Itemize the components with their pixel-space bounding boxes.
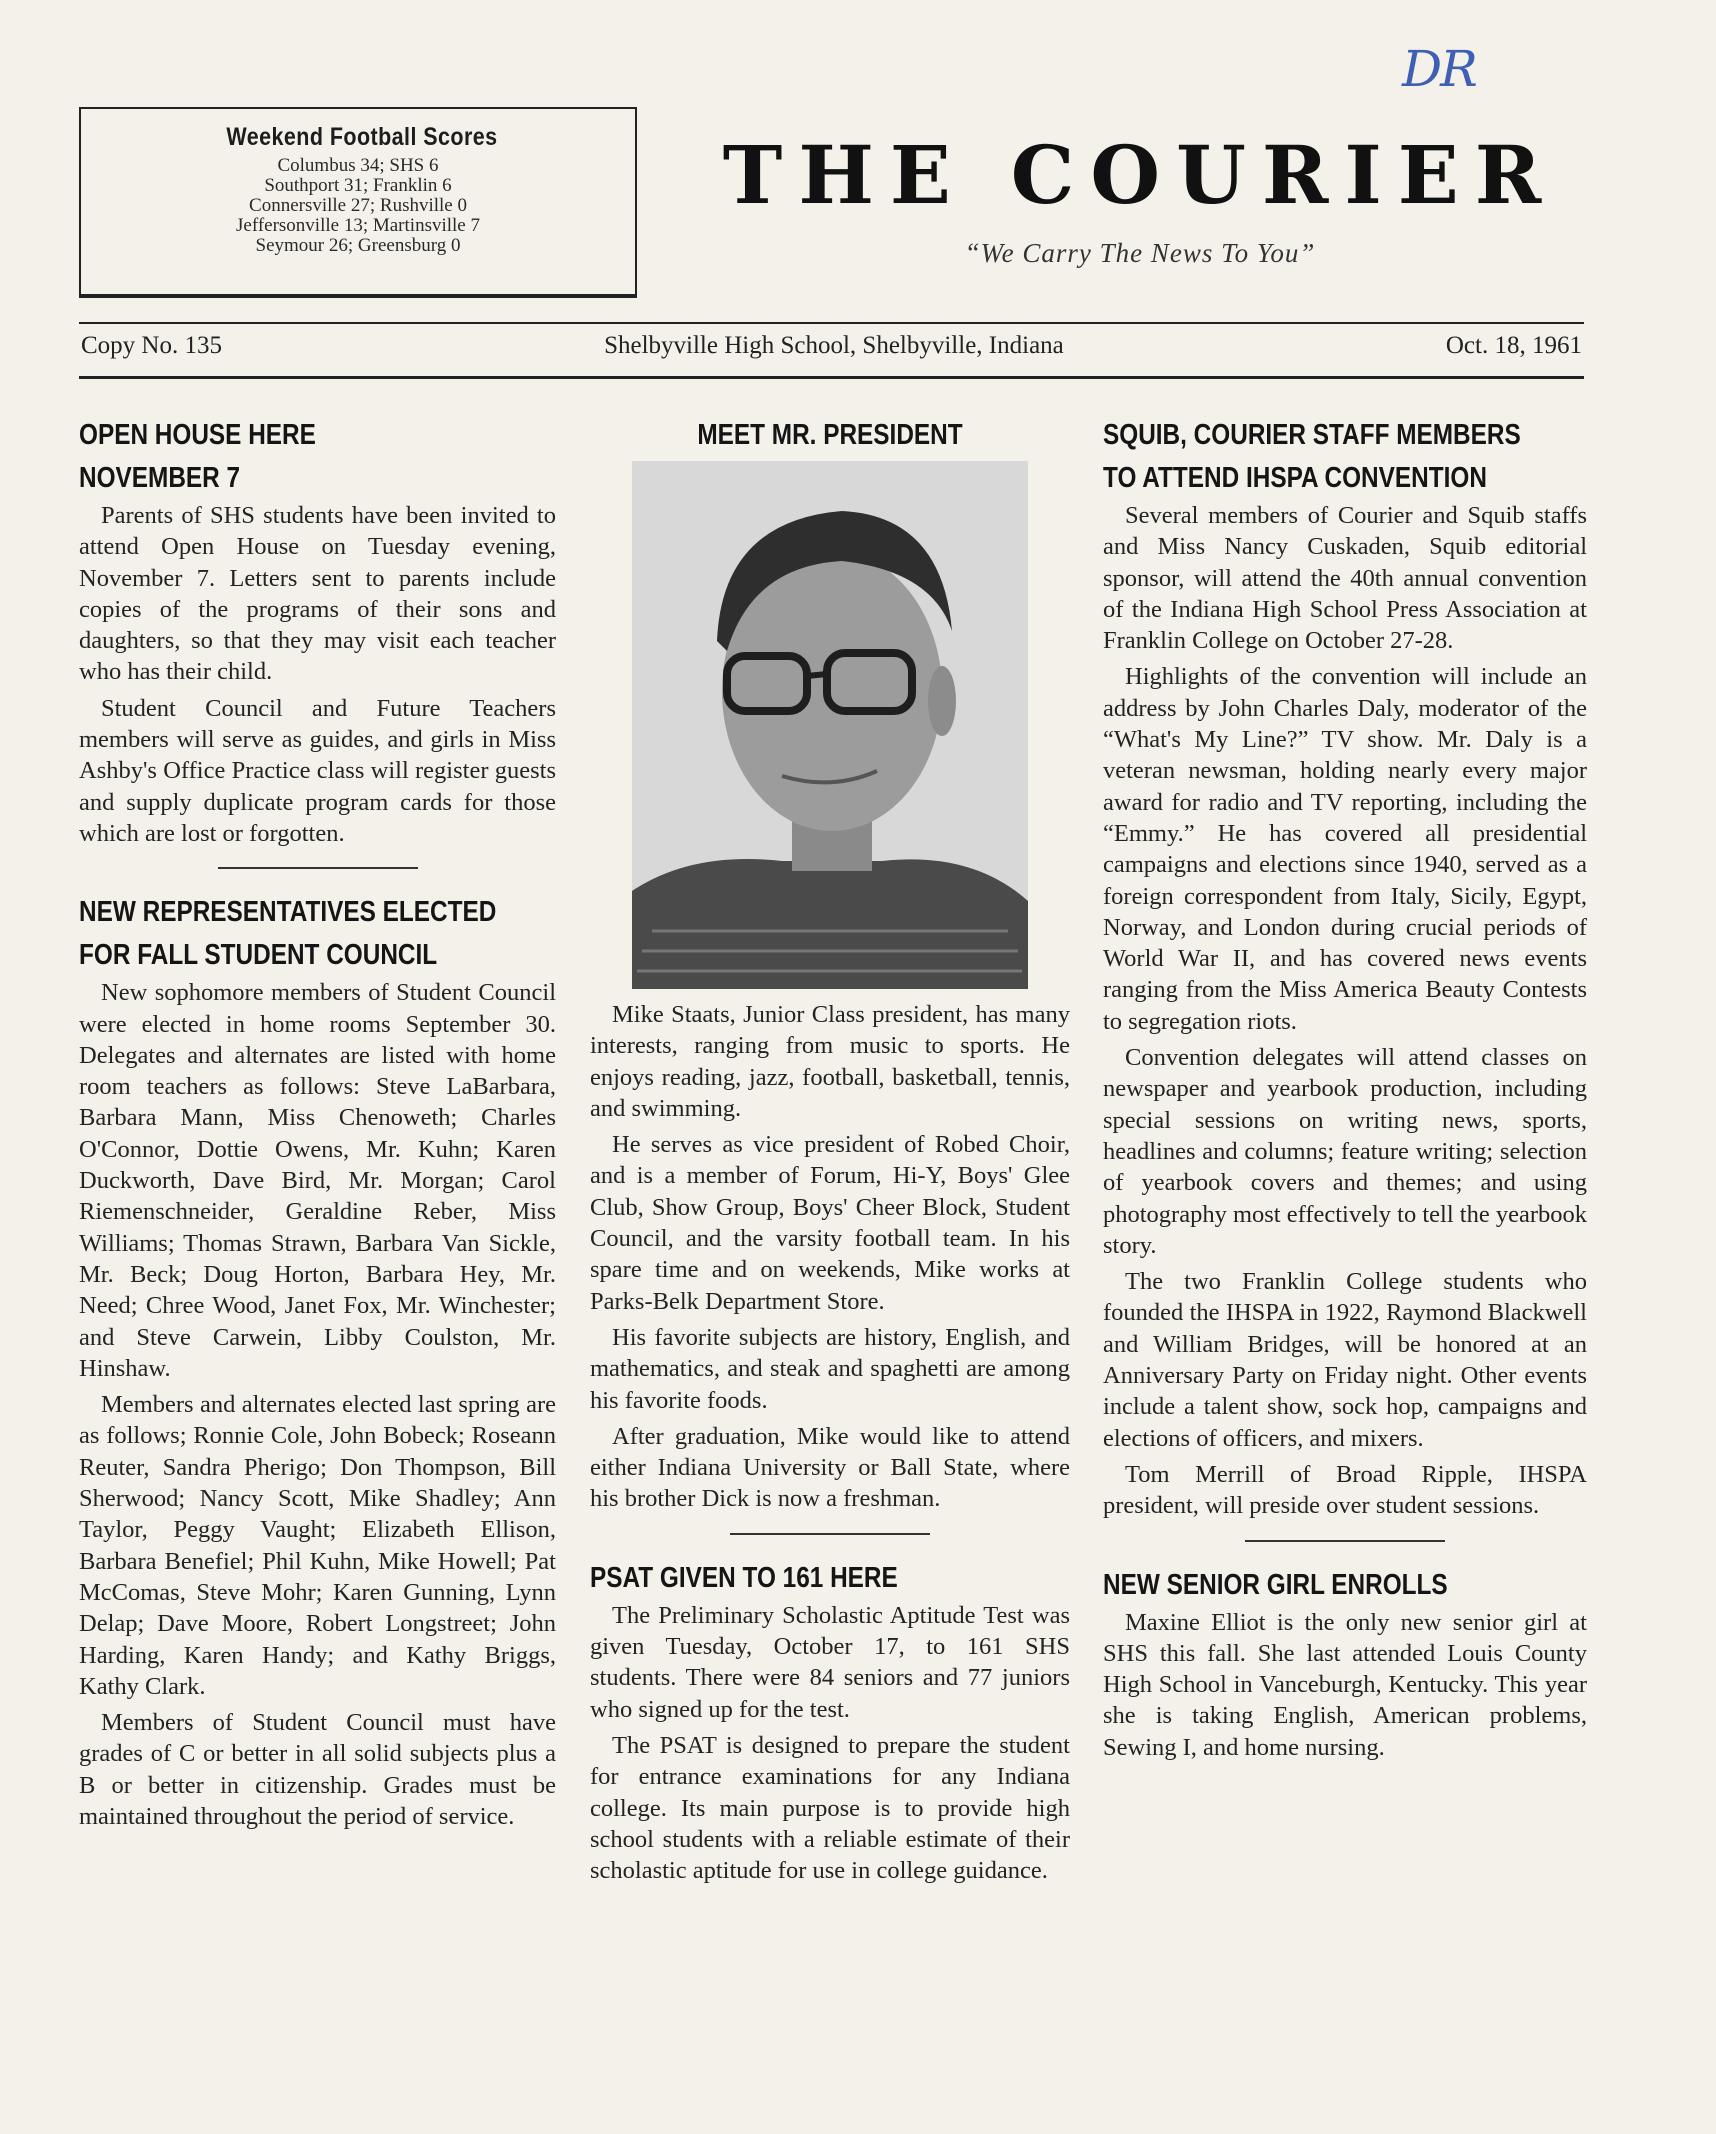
score-line: Columbus 34; SHS 6 <box>277 155 439 176</box>
headline: NEW SENIOR GIRL ENROLLS <box>1103 1568 1448 1601</box>
portrait-photo <box>632 461 1028 989</box>
score-line: Seymour 26; Greensburg 0 <box>255 235 461 256</box>
headline: NEW REPRESENTATIVES ELECTED <box>79 896 497 929</box>
newspaper-title: THE COURIER <box>722 128 1558 222</box>
headline: MEET MR. PRESIDENT <box>697 419 963 451</box>
copy-number: Copy No. 135 <box>81 332 222 359</box>
paragraph: Tom Merrill of Broad Ripple, IHSPA president, will preside over student sessions. <box>1103 1460 1587 1520</box>
bottom-rule <box>79 376 1584 379</box>
portrait-illustration <box>632 461 1028 989</box>
top-rule <box>79 322 1584 324</box>
paragraph: Mike Staats, Junior Class president, has many interests, ranging from music to sports. He enjoys reading, jazz, football, basketball, tennis, and swimming. <box>590 1001 1070 1122</box>
issue-date: Oct. 18, 1961 <box>1445 332 1582 359</box>
headline: NOVEMBER 7 <box>79 462 241 494</box>
divider <box>1245 1540 1445 1542</box>
newspaper-motto: “We Carry The News To You” <box>964 238 1316 268</box>
score-line: Southport 31; Franklin 6 <box>264 175 452 196</box>
paragraph: Members of Student Council must have grades of C or better in all solid subjects plus a B or better in citizenship. Grades must be maintained throughout the period of service. <box>79 1709 556 1830</box>
paragraph: After graduation, Mike would like to attend either Indiana University or Ball State, where his brother Dick is now a freshman. <box>590 1422 1070 1513</box>
headline: FOR FALL STUDENT COUNCIL <box>79 939 438 972</box>
paragraph: Members and alternates elected last spring are as follows; Ronnie Cole, John Bobeck; Roseann Reuter, Sandra Pherigo; Don Thompson, Bill Sherwood; Nancy Scott, Mike Shadley; Ann Taylor, Peggy Vaught; Elizabeth Ellison, Barbara Benefiel; Phil Kuhn, Mike Howell; Pat McComas, Steve Mohr; Karen Gunning, Lynn Delap; Dave Moore, Robert Longstreet; John Harding, Karen Handy; and Kathy Briggs, Kathy Clark. <box>79 1391 556 1700</box>
paragraph: Several members of Courier and Squib staffs and Miss Nancy Cuskaden, Squib editorial sponsor, will attend the 40th annual convention of the Indiana High School Press Association at Franklin College on October 27-28. <box>1103 502 1587 655</box>
info-bar <box>79 332 1584 360</box>
paragraph: Highlights of the convention will include an address by John Charles Daly, moderator of the “What's My Line?” TV show. Mr. Daly is a veteran newsman, holding nearly every major award for radio and TV reporting, including the “Emmy.” He has covered all presidential campaigns and elections since 1940, served as a foreign correspondent from Italy, Sicily, Egypt, Norway, and London during crucial periods of World War II, and has covered news events ranging from the Miss America Beauty Contests to segregation riots. <box>1103 663 1587 1035</box>
headline: PSAT GIVEN TO 161 HERE <box>590 1561 898 1594</box>
paragraph: New sophomore members of Student Council were elected in home rooms September 30. Delegates and alternates are listed with home room teachers as follows: Steve LaBarbara, Barbara Mann, Miss Chenoweth; Charles O'Connor, Dottie Owens, Mr. Kuhn; Karen Duckworth, Dave Bird, Mr. Morgan; Carol Riemenschneider, Geraldine Reber, Miss Williams; Thomas Strawn, Barbara Van Sickle, Mr. Beck; Doug Horton, Barbara Hey, Mr. Need; Chree Wood, Janet Fox, Mr. Winchester; and Steve Carwein, Libby Coulston, Mr. Hinshaw. <box>79 979 556 1382</box>
paragraph: Parents of SHS students have been invited to attend Open House on Tuesday evening, November 7. Letters sent to parents include copies of the programs of their sons and daughters, so that they may visit each teacher who has their child. <box>79 502 556 686</box>
paragraph: The two Franklin College students who founded the IHSPA in 1922, Raymond Blackwell and William Bridges, will be honored at an Anniversary Party on Friday night. Other events include a talent show, sock hop, campaigns and elections of officers, and mixers. <box>1103 1268 1587 1452</box>
paragraph: The Preliminary Scholastic Aptitude Test was given Tuesday, October 17, to 161 SHS students. There were 84 seniors and 77 juniors who signed up for the test. <box>590 1601 1070 1723</box>
handwritten-initials: DR <box>1402 40 1476 98</box>
headline: SQUIB, COURIER STAFF MEMBERS <box>1103 419 1521 451</box>
school-name: Shelbyville High School, Shelbyville, Indiana <box>604 332 1064 359</box>
column-1 <box>79 414 556 1837</box>
article-convention <box>1103 414 1587 1522</box>
paragraph: He serves as vice president of Robed Choir, and is a member of Forum, Hi-Y, Boys' Glee Club, Show Group, Boys' Cheer Block, Student Council, and the varsity football team. In his spare time and on weekends, Mike works at Parks-Belk Department Store. <box>590 1131 1070 1315</box>
article-representatives <box>79 891 556 1832</box>
headline: OPEN HOUSE HERE <box>79 419 316 451</box>
article-senior-girl <box>1103 1564 1587 1763</box>
score-line: Connersville 27; Rushville 0 <box>249 195 467 216</box>
article-president <box>590 414 1070 1515</box>
column-3 <box>1103 414 1587 1768</box>
divider <box>730 1533 930 1535</box>
article-open-house <box>79 414 556 849</box>
headline: TO ATTEND IHSPA CONVENTION <box>1103 462 1487 494</box>
masthead <box>700 128 1580 269</box>
football-scores-box <box>79 107 637 296</box>
paragraph: Maxine Elliot is the only new senior girl at SHS this fall. She last attended Louis County High School in Vanceburgh, Kentucky. This year she is taking English, American problems, Sewing I, and home nursing. <box>1103 1608 1587 1761</box>
paragraph: Student Council and Future Teachers members will serve as guides, and girls in Miss Ashby's Office Practice class will register guests and supply duplicate program cards for those which are lost or forgotten. <box>79 694 556 847</box>
divider <box>218 867 418 869</box>
paragraph: His favorite subjects are history, English, and mathematics, and steak and spaghetti are among his favorite foods. <box>590 1323 1070 1414</box>
article-psat <box>590 1557 1070 1887</box>
scores-title: Weekend Football Scores <box>226 123 498 151</box>
paragraph: Convention delegates will attend classes on newspaper and yearbook production, including special sessions on writing news, sports, headlines and columns; feature writing; selection of yearbook covers and themes; and using photography most effectively to tell the yearbook story. <box>1103 1044 1587 1259</box>
score-line: Jeffersonville 13; Martinsville 7 <box>236 215 480 236</box>
paragraph: The PSAT is designed to prepare the student for entrance examinations for any Indiana college. Its main purpose is to provide high school students with a reliable estimate of their scholastic aptitude for use in college guidance. <box>590 1731 1070 1885</box>
column-2 <box>590 414 1070 1891</box>
